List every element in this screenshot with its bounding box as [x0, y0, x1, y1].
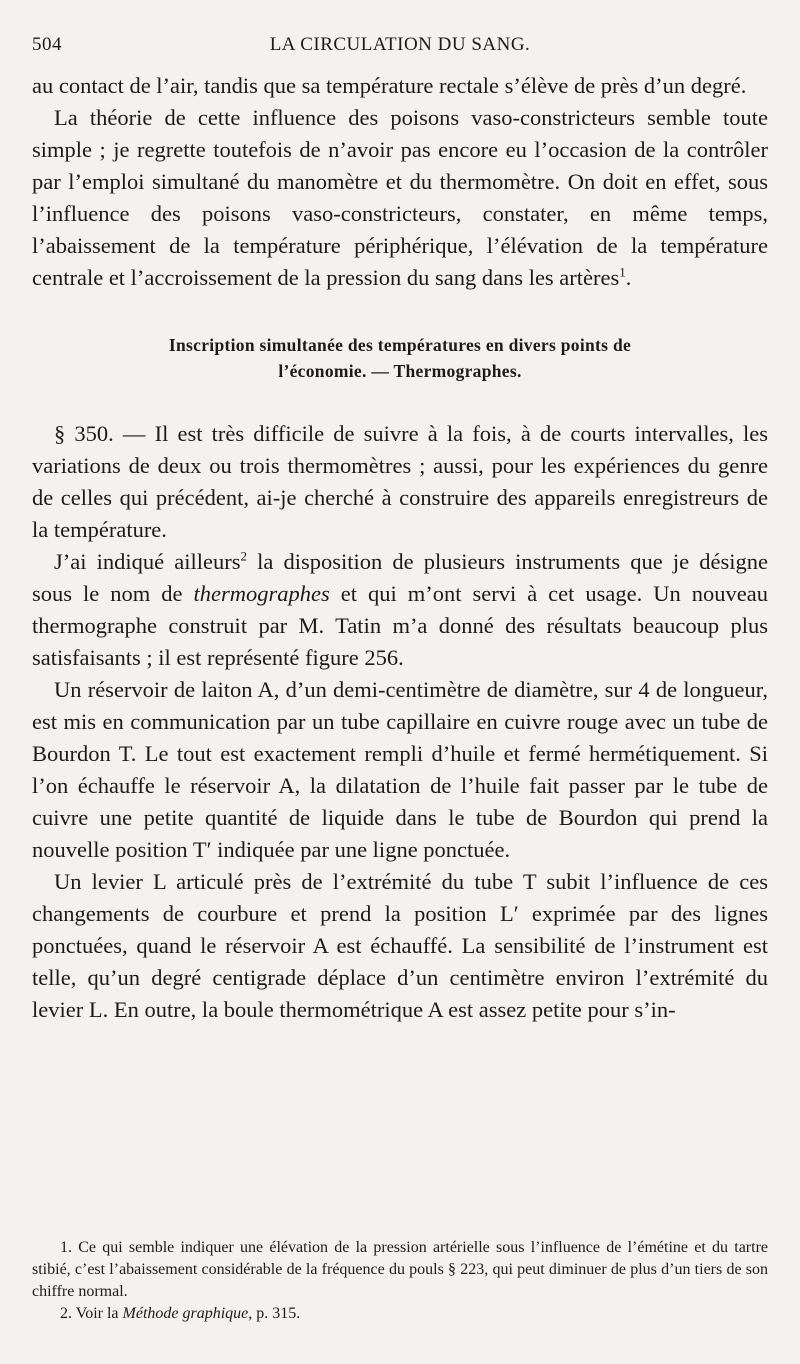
paragraph-thermographs	[32, 546, 768, 674]
footnote-2-title: Méthode graphique	[122, 1305, 249, 1322]
paragraph-theory	[32, 102, 768, 294]
section-heading-line-2: l’économie. — Thermographes.	[278, 361, 522, 381]
footnote-2	[32, 1303, 768, 1325]
section-heading-line-1: Inscription simultanée des températures en divers points de	[168, 335, 632, 355]
paragraph-350: § 350. — Il est très difficile de suivre à la fois, à de courts intervalles, les variations de deux ou trois thermomètres ; aussi, pour les expériences du genre de celles qui précédent, ai-je cherché à construire des appareils enregistreurs de la température.	[32, 421, 768, 542]
footnote-1: 1. Ce qui semble indiquer une élévation de la pression artérielle sous l’influence de l’émétine et du tartre stibié, c’est l’abaissement considérable de la fréquence du pouls § 223, qui peut diminuer de plus d’un tiers de son chiffre normal.	[32, 1239, 768, 1300]
term-thermographes: thermographes	[193, 581, 330, 606]
page-number: 504	[32, 34, 62, 55]
paragraph-thermographs-b: la disposition de plusieurs instruments que je désigne sous le nom de	[32, 549, 769, 606]
paragraph-continued: au contact de l’air, tandis que sa température rectale s’élève de près d’un degré.	[32, 73, 747, 98]
paragraph-thermographs-a: J’ai indiqué ailleurs	[54, 549, 241, 574]
footnote-ref-1: 1	[619, 264, 626, 280]
footnote-2-a: 2. Voir la	[60, 1305, 123, 1322]
paragraph-theory-end: .	[625, 265, 632, 290]
paragraph-theory-text: La théorie de cette influence des poisons vaso-constricteurs semble toute simple ; je regrette toutefois de n’avoir pas encore eu l’occasion de la contrôler par l’emploi simultané du manomètre et du thermomètre. On doit en effet, sous l’influence des poisons vaso-constricteurs, constater, en même temps, l’abaissement de la température périphérique, l’élévation de la température centrale et l’accroissement de la pression du sang dans les artères	[32, 105, 768, 290]
footnotes	[32, 1237, 768, 1325]
footnote-2-b: , p. 315.	[248, 1305, 301, 1322]
footnote-ref-2: 2	[240, 548, 247, 564]
running-title: LA CIRCULATION DU SANG.	[269, 34, 531, 55]
paragraph-lever: Un levier L articulé près de l’extrémité du tube T subit l’influence de ces changements de courbure et prend la position L′ exprimée par des lignes ponctuées, quand le réservoir A est échauffé. La sensibilité de l’instrument est telle, qu’un degré centigrade déplace d’un centimètre environ l’extrémité du levier L. En outre, la boule thermométrique A est assez petite pour s’in-	[32, 869, 768, 1022]
paragraph-thermographs-c: et qui m’ont servi à cet usage. Un nouveau thermographe construit par M. Tatin m’a donné des résultats beaucoup plus satisfaisants ; il est représenté figure 256.	[32, 581, 768, 670]
paragraph-reservoir: Un réservoir de laiton A, d’un demi-centimètre de diamètre, sur 4 de longueur, est mis en communication par un tube capillaire en cuivre rouge avec un tube de Bourdon T. Le tout est exactement rempli d’huile et fermé hermétiquement. Si l’on échauffe le réservoir A, la dilatation de l’huile fait passer par le tube de cuivre une petite quantité de liquide dans le tube de Bourdon qui prend la nouvelle position T′ indiquée par une ligne ponctuée.	[32, 677, 768, 862]
body-text	[32, 70, 768, 1026]
running-head	[32, 28, 768, 60]
section-heading	[32, 332, 768, 384]
